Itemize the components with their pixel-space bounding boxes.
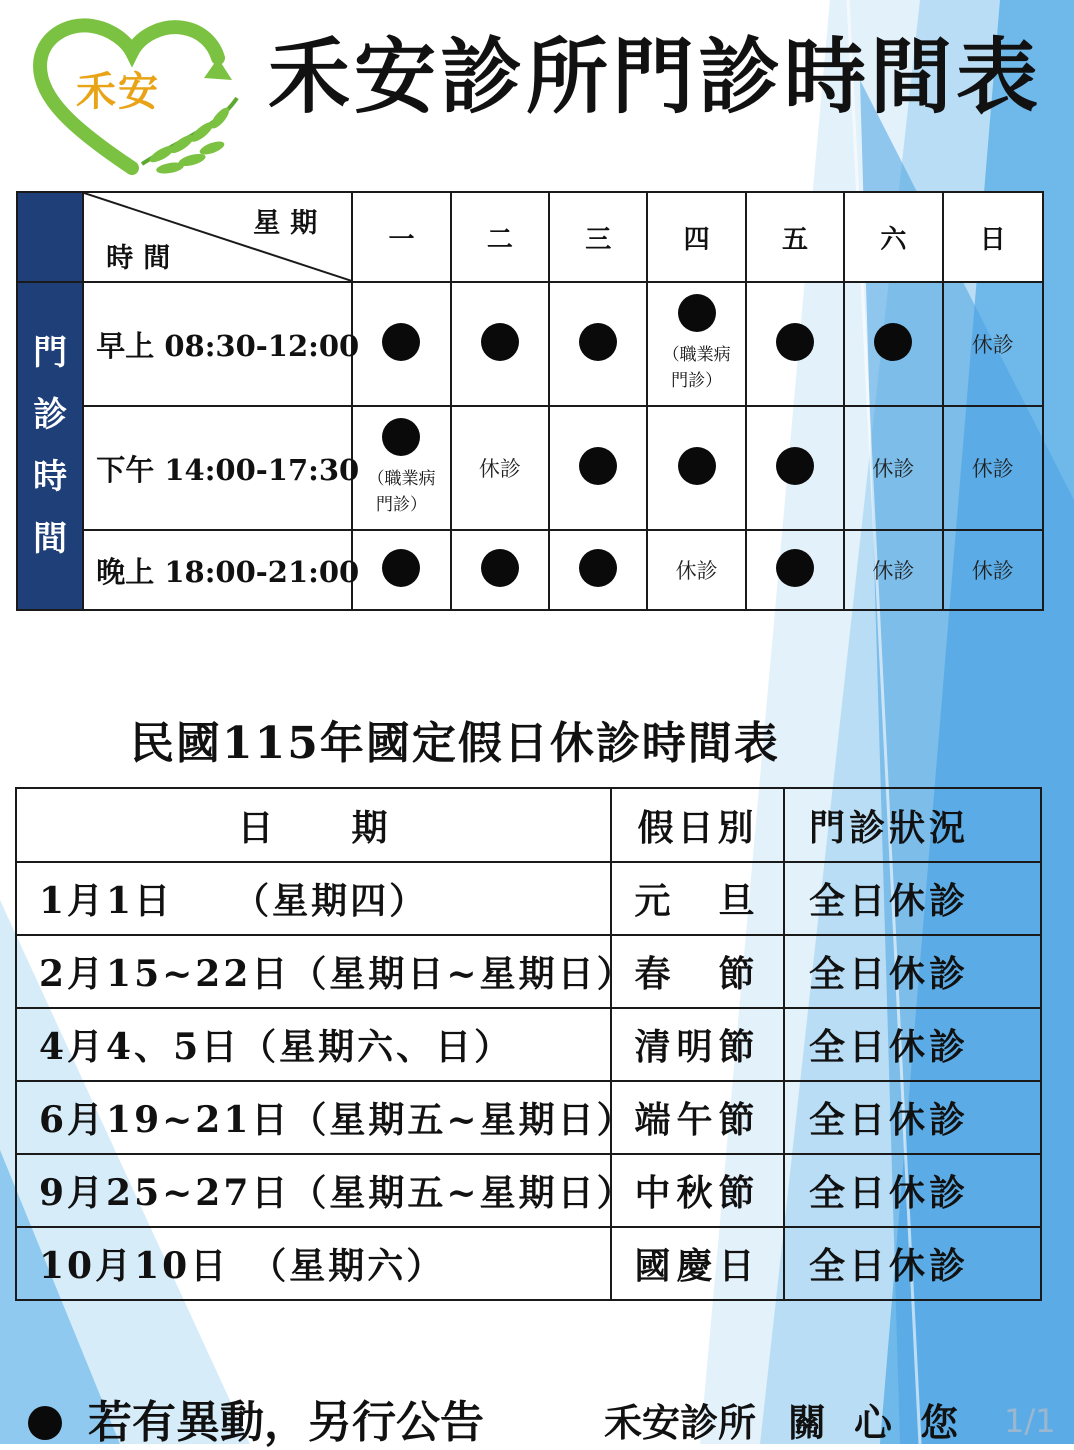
clinic-logo: [32, 18, 247, 186]
side-char: 門: [33, 333, 68, 373]
schedule-cell: [844, 530, 942, 610]
schedule-cell: [746, 530, 844, 610]
logo-text: 禾安: [76, 68, 160, 115]
open-dot-icon: [776, 549, 814, 587]
day-header: 一: [352, 192, 450, 282]
open-dot-icon: [874, 323, 912, 361]
cell-note: （職業病: [662, 345, 731, 365]
day-header: 日: [943, 192, 1043, 282]
side-char: 間: [33, 519, 68, 559]
open-dot-icon: [776, 323, 814, 361]
closed-label: 休診: [478, 457, 521, 481]
open-dot-icon: [579, 323, 617, 361]
diagonal-header-cell: [83, 192, 352, 282]
cell-note: （職業病: [367, 469, 436, 489]
side-bar-top: [17, 192, 83, 282]
day-header: 三: [549, 192, 647, 282]
schedule-row-afternoon: [17, 406, 1043, 530]
holiday-type: 春 節: [611, 935, 784, 1008]
holiday-header-row: [16, 788, 1041, 862]
holiday-status: 全日休診: [784, 935, 1041, 1008]
day-header: 二: [451, 192, 549, 282]
day-header: 六: [844, 192, 942, 282]
schedule-cell: [647, 530, 745, 610]
closed-label: 休診: [872, 457, 915, 481]
open-dot-icon: [382, 418, 420, 456]
schedule-cell: [647, 406, 745, 530]
closed-label: 休診: [971, 457, 1014, 481]
schedule-cell: [844, 406, 942, 530]
closed-label: 休診: [971, 333, 1014, 357]
holiday-status: 全日休診: [784, 862, 1041, 935]
holiday-type: 端午節: [611, 1081, 784, 1154]
schedule-cell: [549, 406, 647, 530]
schedule-cell: [352, 282, 450, 406]
schedule-cell: [451, 406, 549, 530]
closed-label: 休診: [675, 559, 718, 583]
holiday-date: 6月19~21日（星期五~星期日）: [16, 1081, 611, 1154]
open-dot-icon: [382, 323, 420, 361]
time-slot-label: 下午 14:00-17:30: [83, 406, 352, 530]
day-header: 四: [647, 192, 745, 282]
schedule-cell: [746, 406, 844, 530]
week-label: 星期: [253, 208, 328, 239]
holiday-section-title: 民國115年國定假日休診時間表: [130, 718, 780, 769]
holiday-row: [16, 935, 1041, 1008]
footer-signature: [604, 1392, 986, 1447]
time-slot-label: 晚上 18:00-21:00: [83, 530, 352, 610]
clinic-name: 禾安診所: [604, 1400, 757, 1445]
schedule-cell: [549, 282, 647, 406]
time-slot-label: 早上 08:30-12:00: [83, 282, 352, 406]
open-dot-icon: [382, 549, 420, 587]
open-dot-icon: [678, 294, 716, 332]
holiday-row: [16, 1154, 1041, 1227]
schedule-cell: [451, 282, 549, 406]
holiday-table: [15, 787, 1042, 1301]
holiday-date: 4月4、5日（星期六、日）: [16, 1008, 611, 1081]
holiday-date: 1月1日 （星期四）: [16, 862, 611, 935]
schedule-cell: [352, 406, 450, 530]
open-dot-icon: [678, 447, 716, 485]
holiday-date: 9月25~27日（星期五~星期日）: [16, 1154, 611, 1227]
schedule-row-evening: [17, 530, 1043, 610]
holiday-type: 清明節: [611, 1008, 784, 1081]
open-dot-icon: [579, 447, 617, 485]
schedule-cell: [844, 282, 942, 406]
side-char: 診: [33, 395, 68, 435]
holiday-row: [16, 1081, 1041, 1154]
column-header-status: 門診狀況: [784, 788, 1041, 862]
open-dot-icon: [579, 549, 617, 587]
schedule-cell: [647, 282, 745, 406]
greeting-text: 關心您: [788, 1400, 987, 1445]
holiday-date: 10月10日 （星期六）: [16, 1227, 611, 1300]
holiday-status: 全日休診: [784, 1081, 1041, 1154]
schedule-cell: [352, 530, 450, 610]
open-dot-icon: [481, 549, 519, 587]
cell-note: 門診）: [671, 371, 723, 391]
holiday-status: 全日休診: [784, 1227, 1041, 1300]
cell-note: 門診）: [375, 495, 427, 515]
bullet-dot-icon: [28, 1406, 62, 1440]
schedule-row-morning: [17, 282, 1043, 406]
column-header-type: 假日別: [611, 788, 784, 862]
page-title: 禾安診所門診時間表: [268, 29, 1043, 125]
holiday-status: 全日休診: [784, 1008, 1041, 1081]
holiday-type: 元 旦: [611, 862, 784, 935]
holiday-type: 中秋節: [611, 1154, 784, 1227]
schedule-cell: [943, 282, 1043, 406]
column-header-date: 日 期: [16, 788, 611, 862]
holiday-type: 國慶日: [611, 1227, 784, 1300]
table-header-row: [17, 192, 1043, 282]
notice-text: 若有異動，另行公告: [88, 1397, 484, 1448]
time-label: 時間: [106, 243, 181, 274]
holiday-row: [16, 862, 1041, 935]
clinic-hours-table: [16, 191, 1044, 611]
closed-label: 休診: [872, 559, 915, 583]
side-char: 時: [33, 457, 68, 497]
open-dot-icon: [481, 323, 519, 361]
schedule-cell: [746, 282, 844, 406]
side-bar-label: [17, 282, 83, 610]
schedule-cell: [451, 530, 549, 610]
open-dot-icon: [776, 447, 814, 485]
schedule-cell: [943, 406, 1043, 530]
page-number: 1/1: [1004, 1402, 1056, 1440]
holiday-row: [16, 1008, 1041, 1081]
holiday-row: [16, 1227, 1041, 1300]
closed-label: 休診: [971, 559, 1014, 583]
day-header: 五: [746, 192, 844, 282]
footer-notice: [28, 1386, 484, 1448]
schedule-cell: [549, 530, 647, 610]
schedule-cell: [943, 530, 1043, 610]
holiday-date: 2月15~22日（星期日~星期日）: [16, 935, 611, 1008]
holiday-status: 全日休診: [784, 1154, 1041, 1227]
